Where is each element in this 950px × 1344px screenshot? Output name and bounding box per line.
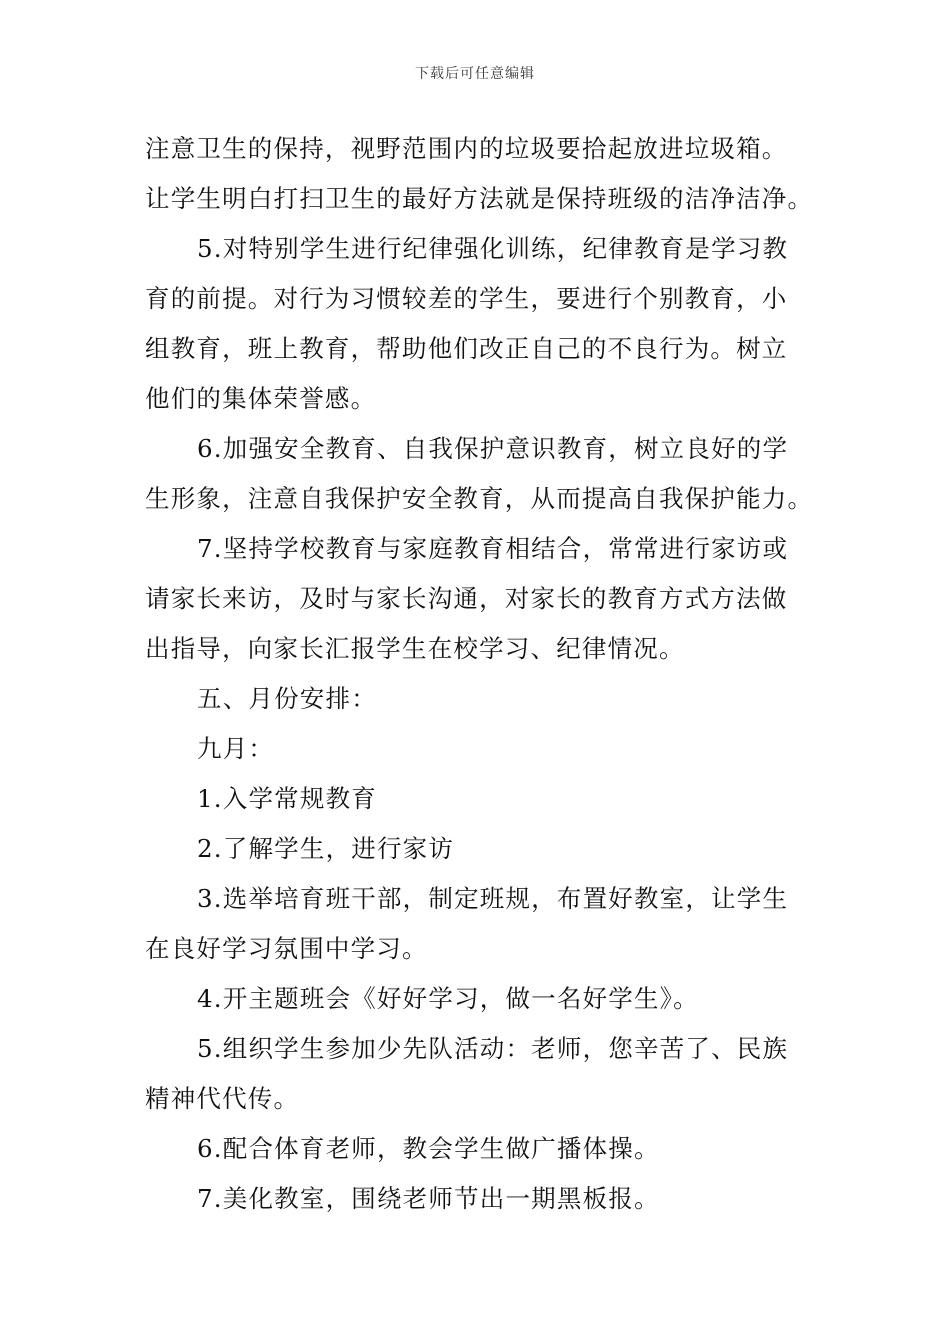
text-line: 2.了解学生，进行家访 xyxy=(197,834,455,863)
page-header: 下载后可任意编辑 xyxy=(415,66,535,82)
text-line: 3.选举培育班干部，制定班规，布置好教室，让学生 xyxy=(197,884,789,913)
text-line: 4.开主题班会《好好学习，做一名好学生》。 xyxy=(197,984,699,1013)
document-body xyxy=(145,124,814,1224)
text-line: 5.对特别学生进行纪律强化训练，纪律教育是学习教 xyxy=(197,234,789,263)
text-line: 7.美化教室，围绕老师节出一期黑板报。 xyxy=(197,1184,660,1213)
text-line: 生形象，注意自我保护安全教育，从而提高自我保护能力。 xyxy=(145,484,814,513)
text-line: 6.配合体育老师，教会学生做广播体操。 xyxy=(197,1134,660,1163)
text-line: 精神代代传。 xyxy=(145,1084,300,1113)
text-line: 1.入学常规教育 xyxy=(197,784,377,813)
text-line: 五、月份安排： xyxy=(197,684,377,713)
text-line: 出指导，向家长汇报学生在校学习、纪律情况。 xyxy=(145,634,685,663)
text-line: 请家长来访，及时与家长沟通，对家长的教育方式方法做 xyxy=(145,584,788,613)
text-line: 7.坚持学校教育与家庭教育相结合，常常进行家访或 xyxy=(197,534,789,563)
text-line: 组教育，班上教育，帮助他们改正自己的不良行为。树立 xyxy=(145,334,788,363)
text-line: 育的前提。对行为习惯较差的学生，要进行个别教育，小 xyxy=(145,284,788,313)
text-line: 他们的集体荣誉感。 xyxy=(145,384,377,413)
text-line: 九月： xyxy=(197,734,275,763)
text-line: 注意卫生的保持，视野范围内的垃圾要拾起放进垃圾箱。 xyxy=(145,134,788,163)
text-line: 6.加强安全教育、自我保护意识教育，树立良好的学 xyxy=(197,434,789,463)
text-line: 5.组织学生参加少先队活动：老师，您辛苦了、民族 xyxy=(197,1034,789,1063)
text-line: 让学生明白打扫卫生的最好方法就是保持班级的洁净洁净。 xyxy=(145,184,814,213)
text-line: 在良好学习氛围中学习。 xyxy=(145,934,428,963)
